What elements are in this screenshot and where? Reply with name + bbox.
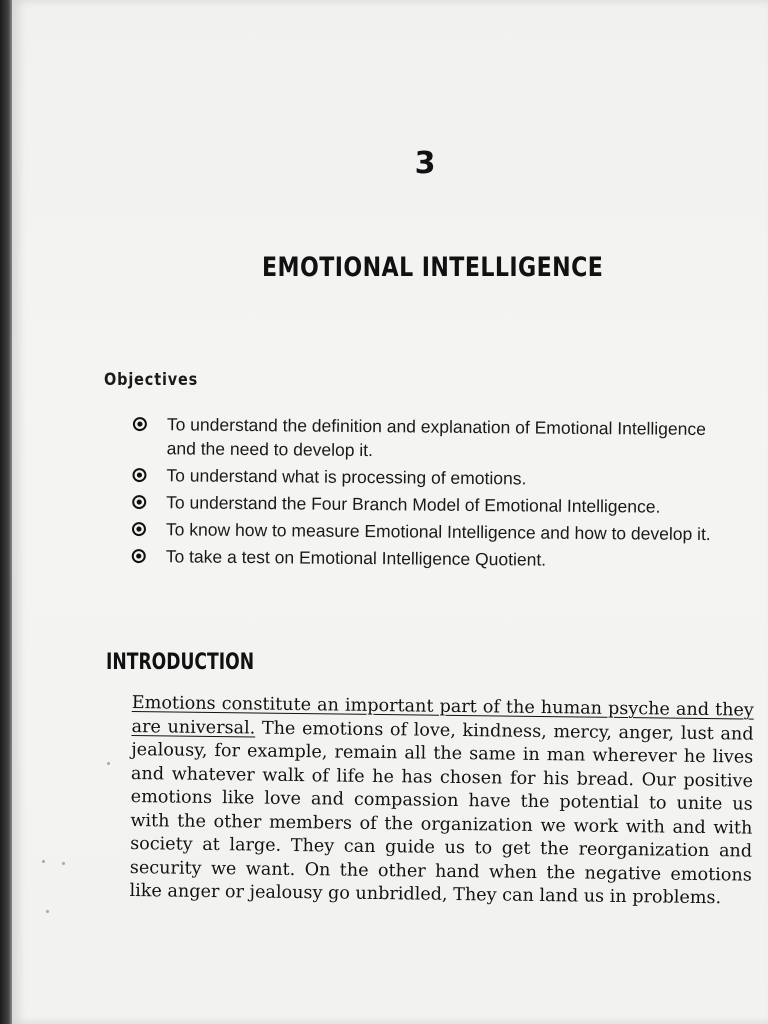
objective-item: [131, 463, 731, 492]
objective-item: [132, 412, 732, 465]
objective-text: To know how to measure Emotional Intelligence and how to develop it.: [165, 519, 711, 545]
book-spine-shadow: [0, 0, 12, 1024]
print-speck: [46, 910, 49, 913]
book-page: [12, 0, 768, 1024]
chapter-title: EMOTIONAL INTELLIGENCE: [262, 252, 604, 283]
circled-dot-bullet-icon: [131, 548, 147, 564]
introduction-lead-underlined: Emotions constitute an important part of the human psyche and they are universal.: [131, 692, 754, 739]
introduction-paragraph: [129, 692, 754, 911]
objective-item: [131, 517, 731, 546]
objective-item: [131, 544, 731, 573]
circled-dot-bullet-icon: [131, 521, 147, 537]
circled-dot-bullet-icon: [131, 467, 147, 483]
objective-text: To take a test on Emotional Intelligence Quotient.: [165, 546, 547, 570]
introduction-body-text: The emotions of love, kindness, mercy, anger, lust and jealousy, for example, remain all the same in man wherever he lives and whatever walk of life he has chosen for his bread. Our positive emotions like love and compassion have the potential to unite us with the other members of the organization we work with and with society at large. They can guide us to get the reorganization and security we want. On the other hand when the negative emotions like anger or jealousy go unbridled, They can land us in problems.: [129, 718, 754, 909]
objectives-heading: Objectives: [104, 370, 199, 390]
print-speck: [42, 860, 45, 863]
print-speck: [62, 862, 65, 865]
chapter-number: 3: [414, 146, 436, 181]
objective-item: [131, 490, 731, 519]
objective-text: To understand what is processing of emotions.: [166, 465, 527, 489]
print-speck: [107, 762, 110, 765]
objective-text: To understand the Four Branch Model of Emotional Intelligence.: [166, 492, 661, 517]
circled-dot-bullet-icon: [131, 494, 147, 510]
introduction-heading: INTRODUCTION: [106, 650, 255, 675]
objectives-list: [131, 412, 732, 576]
circled-dot-bullet-icon: [132, 416, 148, 432]
objective-text: To understand the definition and explanation of Emotional Intelligence and the need to develop it.: [166, 414, 706, 461]
